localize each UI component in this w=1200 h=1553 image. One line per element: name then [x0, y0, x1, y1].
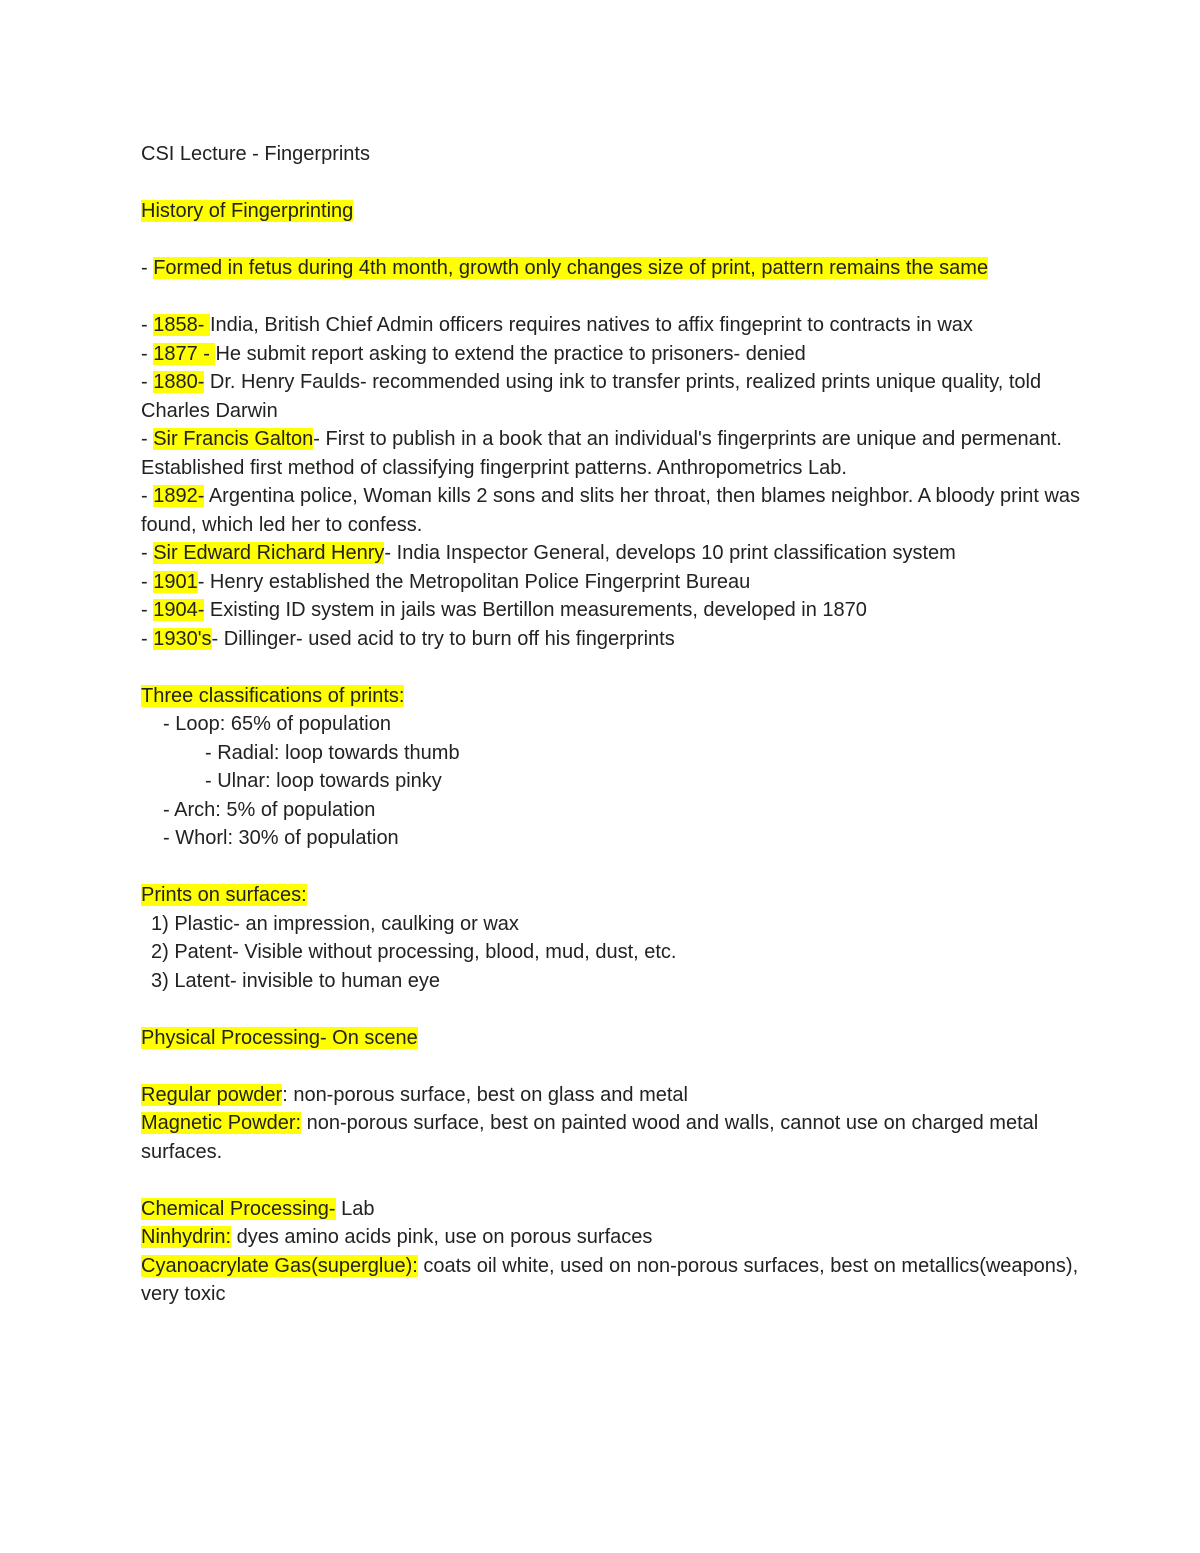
history-event — [141, 539, 1081, 568]
surfaces-heading-text: Prints on surfaces: — [141, 884, 307, 906]
regular-powder-label: Regular powder — [141, 1083, 283, 1106]
physical-heading — [141, 1024, 1081, 1053]
event-text: Argentina police, Woman kills 2 sons and slits her throat, then blames neighbor. A bloody print was found, which led her to confess. — [141, 485, 1081, 536]
history-event — [141, 482, 1081, 539]
event-text: Existing ID system in jails was Bertillon measurements, developed in 1870 — [204, 599, 867, 621]
physical-heading-text: Physical Processing- On scene — [141, 1026, 418, 1049]
chemical-heading-text: Chemical Processing- — [141, 1197, 336, 1220]
fetus-text: Formed in fetus during 4th month, growth only changes size of print, pattern remains the same — [153, 257, 989, 279]
classification-loop: - Loop: 65% of population — [163, 713, 391, 735]
cyanoacrylate — [141, 1252, 1081, 1309]
dash: - — [141, 599, 154, 621]
event-date: 1901 — [153, 570, 198, 593]
surfaces-heading — [141, 881, 1081, 910]
classifications-heading-text: Three classifications of prints: — [141, 684, 405, 707]
dash: - — [141, 485, 154, 507]
regular-powder-text: : non-porous surface, best on glass and metal — [282, 1083, 688, 1106]
event-text: He submit report asking to extend the practice to prisoners- denied — [215, 342, 806, 365]
event-date: 1880- — [153, 371, 205, 393]
history-heading — [141, 197, 1081, 226]
spacer — [141, 653, 1081, 682]
classification-whorl: - Whorl: 30% of population — [163, 827, 399, 849]
history-event — [141, 311, 1081, 340]
spacer — [141, 226, 1081, 255]
event-date: 1858- — [153, 314, 210, 336]
dash: - — [141, 627, 154, 650]
surface-item: 3) Latent- invisible to human eye — [151, 969, 441, 992]
event-text: - India Inspector General, develops 10 print classification system — [384, 542, 956, 564]
event-person: Sir Edward Richard Henry — [153, 542, 385, 564]
spacer — [141, 169, 1081, 198]
chemical-heading-rest: Lab — [335, 1197, 375, 1220]
dash: - — [141, 342, 154, 365]
history-event — [141, 625, 1081, 654]
spacer — [141, 853, 1081, 882]
spacer — [141, 1166, 1081, 1195]
event-text: - Henry established the Metropolitan Police Fingerprint Bureau — [197, 570, 751, 593]
dash: - — [141, 542, 154, 564]
event-text: - First to publish in a book that an individual's fingerprints are unique and permenant. Established first method of classifying fingerprint patterns. Anthropometrics Lab. — [141, 428, 1062, 479]
event-person: Sir Francis Galton — [153, 428, 314, 450]
spacer — [141, 995, 1081, 1024]
ninhydrin — [141, 1223, 1081, 1252]
event-date: 1877 - — [153, 342, 216, 365]
document-body — [141, 140, 1081, 1309]
dash: - — [141, 371, 154, 393]
dash: - — [141, 314, 154, 336]
history-event — [141, 340, 1081, 369]
event-text: - Dillinger- used acid to try to burn off his fingerprints — [211, 627, 675, 650]
document-title: CSI Lecture - Fingerprints — [141, 143, 370, 165]
magnetic-powder — [141, 1109, 1081, 1166]
dash: - — [141, 570, 154, 593]
history-event — [141, 368, 1081, 425]
classification-radial: - Radial: loop towards thumb — [205, 741, 460, 764]
magnetic-powder-label: Magnetic Powder: — [141, 1112, 302, 1134]
magnetic-powder-text: non-porous surface, best on painted wood and walls, cannot use on charged metal surfaces. — [141, 1112, 1039, 1163]
history-event — [141, 596, 1081, 625]
history-event — [141, 425, 1081, 482]
classifications-heading — [141, 682, 1081, 711]
event-date: 1904- — [153, 599, 205, 621]
surface-item: 2) Patent- Visible without processing, blood, mud, dust, etc. — [151, 941, 677, 963]
ninhydrin-label: Ninhydrin: — [141, 1226, 232, 1248]
event-text: India, British Chief Admin officers requires natives to affix fingeprint to contracts in wax — [209, 314, 973, 336]
dash: - — [141, 428, 154, 450]
surface-item: 1) Plastic- an impression, caulking or wax — [151, 912, 519, 935]
history-event — [141, 568, 1081, 597]
spacer — [141, 1052, 1081, 1081]
regular-powder — [141, 1081, 1081, 1110]
dash: - — [141, 257, 154, 279]
spacer — [141, 283, 1081, 312]
cyanoacrylate-text: coats oil white, used on non-porous surfaces, best on metallics(weapons), very toxic — [141, 1254, 1079, 1305]
cyanoacrylate-label: Cyanoacrylate Gas(superglue): — [141, 1254, 418, 1277]
history-heading-text: History of Fingerprinting — [141, 200, 354, 222]
chemical-heading — [141, 1195, 1081, 1224]
event-text: Dr. Henry Faulds- recommended using ink to transfer prints, realized prints unique quality, told Charles Darwin — [141, 371, 1042, 422]
event-date: 1892- — [153, 485, 205, 507]
event-date: 1930's — [153, 627, 212, 650]
classification-ulnar: - Ulnar: loop towards pinky — [205, 770, 442, 792]
fetus-line — [141, 254, 1081, 283]
ninhydrin-text: dyes amino acids pink, use on porous surfaces — [231, 1226, 653, 1248]
classification-arch: - Arch: 5% of population — [163, 798, 376, 821]
